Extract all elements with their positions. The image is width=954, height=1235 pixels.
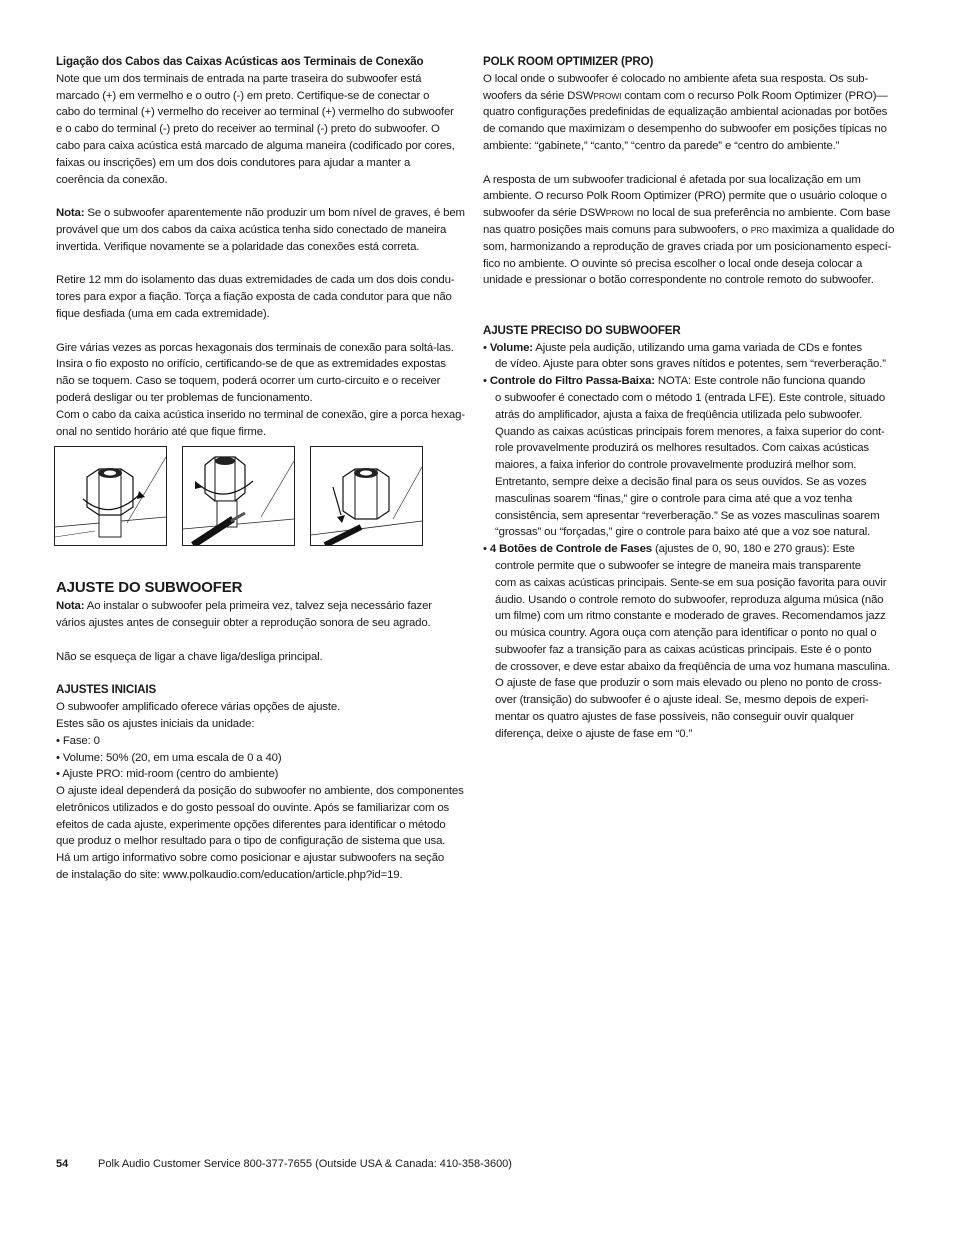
text-line: unidade e pressionar o botão correspondente no controle remoto do subwoofer.: [483, 274, 874, 287]
text-line: coerência da conexão.: [56, 173, 168, 186]
text-line: poderá desligar ou ter problemas de funcionamento.: [56, 391, 313, 404]
text-line: e o cabo do terminal (-) preto do receiver ao terminal (-) preto do subwoofer. O: [56, 123, 440, 136]
pro-heading: POLK ROOM OPTIMIZER (PRO): [483, 55, 654, 68]
text-line: onal no sentido horário até que fique firme.: [56, 425, 266, 438]
text-line: um filme) com um ritmo constante e moderado de graves. Recomendamos jazz: [495, 610, 886, 623]
wiring-heading: Ligação dos Cabos das Caixas Acústicas aos Terminais de Conexão: [56, 55, 424, 68]
wiring-paragraph: [56, 71, 472, 189]
text-line: ou música country. Agora ouça com atenção para identificar o ponto no qual o: [495, 627, 877, 640]
volume-bullet-cont: de vídeo. Ajuste para obter sons graves nítidos e potentes, sem “reverberação.”: [495, 358, 886, 371]
nut-paragraph: [56, 340, 472, 441]
text-line: • Ajuste PRO: mid-room (centro do ambiente): [56, 768, 279, 781]
left-column: [56, 54, 472, 884]
filter-bullet-cont: [483, 390, 899, 541]
text-line: atrás do amplificador, ajusta a faixa de freqüência utilizada pelo subwoofer.: [495, 408, 863, 421]
right-column: [483, 54, 899, 743]
text-line: não se toquem. Caso se toquem, poderá ocorrer um curto-circuito e o receiver: [56, 375, 441, 388]
text-line: consistência, sem apresentar “reverberação.” Se as vozes masculinas soarem: [495, 509, 880, 522]
text-line: Gire várias vezes as porcas hexagonais dos terminais de conexão para soltá-las.: [56, 341, 454, 354]
text-line: • Volume: 50% (20, em uma escala de 0 a 40): [56, 751, 282, 764]
response-line: subwoofer da série DSWPROWI no local de sua preferência no ambiente. Com base: [483, 207, 891, 220]
text-line: efeitos de cada ajuste, experimente opções diferentes para identificar o método: [56, 818, 446, 831]
text-line: fique desfiada (uma em cada extremidade).: [56, 307, 270, 320]
setup-note-label: Nota:: [56, 600, 85, 613]
text-line: subwoofer faz a transição para as caixas acústicas principais. Este é o ponto: [495, 643, 872, 656]
phase-bullet: • 4 Botões de Controle de Fases (ajustes de 0, 90, 180 e 270 graus): Este: [483, 543, 855, 556]
text-line: que produz o melhor resultado para o tipo de configuração de sistema que usa.: [56, 835, 446, 848]
text-line: tores para expor a fiação. Torça a fiação exposta de cada condutor para que não: [56, 291, 452, 304]
text-line: mentar os quatro ajustes de fase possíveis, não conseguir ouvir qualquer: [495, 711, 854, 724]
customer-service-text: Polk Audio Customer Service 800-377-7655 (Outside USA & Canada: 410-358-3600): [98, 1158, 512, 1170]
text-line: de instalação do site: www.polkaudio.com/education/article.php?id=19.: [56, 869, 403, 882]
text-line: Note que um dos terminais de entrada na parte traseira do subwoofer está: [56, 72, 422, 85]
terminal-loosen-figure: [54, 446, 167, 546]
text-line: marcado (+) em vermelho e o outro (-) em preto. Certifique-se de conectar o: [56, 89, 430, 102]
text-line: som, harmonizando a reprodução de graves criada por um posicionamento especí-: [483, 240, 892, 253]
text-line: cabo do terminal (+) vermelho do receiver ao terminal (+) vermelho do subwoofer: [56, 106, 454, 119]
text-line: Retire 12 mm do isolamento das duas extremidades de cada um dos dois condu-: [56, 274, 455, 287]
pro-paragraph: [483, 104, 899, 154]
response-line: nas quatro posições mais comuns para subwoofers, o PRO maximiza a qualidade do: [483, 223, 895, 236]
text-line: Estes são os ajustes iniciais da unidade:: [56, 717, 255, 730]
text-line: masculinas soarem “finas,” gire o controle para cima até que a voz tenha: [495, 492, 853, 505]
setup-note-cont: vários ajustes antes de conseguir obter a reprodução sonora de seu agrado.: [56, 617, 431, 630]
text-line: Quando as caixas acústicas principais forem menores, a faixa superior do cont-: [495, 425, 885, 438]
power-switch-text: Não se esqueça de ligar a chave liga/desliga principal.: [56, 650, 323, 663]
terminal-tighten-figure: [310, 446, 423, 546]
fine-tune-heading: AJUSTE PRECISO DO SUBWOOFER: [483, 323, 681, 337]
text-line: de crossover, e deve estar abaixo da freqüência de uma voz humana masculina.: [495, 660, 891, 673]
text-line: de comando que maximizam o desempenho do subwoofer em posições típicas no: [483, 123, 887, 136]
text-line: O ajuste de fase que produzir o som mais elevado ou pleno no ponto de cross-: [495, 677, 882, 690]
note-text: Se o subwoofer aparentemente não produzir um bom nível de graves, é bem: [84, 207, 465, 220]
phase-bullet-cont: [483, 558, 899, 743]
text-line: fico no ambiente. O ouvinte só precisa escolher o local onde deseja colocar a: [483, 257, 863, 270]
text-line: • Fase: 0: [56, 734, 100, 747]
response-line: ambiente. O recurso Polk Room Optimizer (PRO) permite que o usuário coloque o: [483, 190, 887, 203]
text-line: cabo para caixa acústica está marcado de alguma maneira (codificado por cores,: [56, 139, 455, 152]
text-line: ambiente: “gabinete,” “canto,” “centro da parede” e “centro do ambiente.”: [483, 139, 840, 152]
strip-paragraph: [56, 272, 472, 322]
text-line: quatro configurações predefinidas de equalização ambiental acionadas por botões: [483, 106, 888, 119]
text-line: diferença, deixe o ajuste de fase em “0.”: [495, 727, 693, 740]
text-line: role provavelmente produzirá os melhores resultados. Com caixas acústicas: [495, 442, 869, 455]
text-line: eletrônicos utilizados e do gosto pessoal do ouvinte. Após se familiarizar com os: [56, 801, 450, 814]
pro-line: O local onde o subwoofer é colocado no ambiente afeta sua resposta. Os sub-: [483, 72, 869, 85]
terminal-insert-figure: [182, 446, 295, 546]
initial-settings-heading: AJUSTES INICIAIS: [56, 683, 157, 697]
page-number: 54: [56, 1158, 69, 1170]
response-paragraph: [483, 239, 899, 289]
response-line: A resposta de um subwoofer tradicional é afetada por sua localização em um: [483, 173, 861, 186]
section-title: AJUSTE DO SUBWOOFER: [56, 579, 243, 597]
page-footer: [56, 1157, 512, 1171]
setup-note: [56, 598, 472, 615]
filter-bullet: • Controle do Filtro Passa-Baixa: NOTA: Este controle não funciona quando: [483, 375, 866, 388]
polarity-note: [56, 205, 472, 222]
text-line: maiores, a faixa inferior do controle provavelmente produzirá melhor som.: [495, 459, 857, 472]
terminal-figures: [54, 446, 472, 576]
text-line: provável que um dos cabos da caixa acústica tenha sido conectado de maneira: [56, 223, 447, 236]
text-line: “grossas” ou “forçadas,” gire o controle para baixo até que a voz soe natural.: [495, 526, 871, 539]
text-line: O ajuste ideal dependerá da posição do subwoofer no ambiente, dos componentes: [56, 785, 464, 798]
text-line: invertida. Verifique novamente se a polaridade das conexões está correta.: [56, 240, 420, 253]
setup-note-text: Ao instalar o subwoofer pela primeira vez, talvez seja necessário fazer: [84, 600, 432, 613]
text-line: com as caixas acústicas principais. Sente-se em sua posição favorita para ouvir: [495, 576, 887, 589]
text-line: O subwoofer amplificado oferece várias opções de ajuste.: [56, 701, 341, 714]
text-line: controle permite que o subwoofer se integre de maneira mais transparente: [495, 559, 861, 572]
pro-line: woofers da série DSWPROWI contam com o recurso Polk Room Optimizer (PRO)—: [483, 89, 888, 102]
polarity-note-cont: [56, 222, 472, 256]
note-label: Nota:: [56, 207, 85, 220]
text-line: Entretanto, sempre deixe a decisão final para os seus ouvidos. Se as vozes: [495, 475, 867, 488]
text-line: over (transição) do subwoofer é o ajuste ideal. Se, mesmo depois de experi-: [495, 694, 869, 707]
volume-bullet: • Volume: Ajuste pela audição, utilizando uma gama variada de CDs e fontes: [483, 341, 862, 354]
text-line: Há um artigo informativo sobre como posicionar e ajustar subwoofers na seção: [56, 852, 445, 865]
text-line: áudio. Usando o controle remoto do subwoofer, reproduza alguma música (não: [495, 593, 884, 606]
text-line: faixas ou inscrições) em um dos dois condutores para ajudar a manter a: [56, 156, 411, 169]
text-line: Com o cabo da caixa acústica inserido no terminal de conexão, gire a porca hexag-: [56, 408, 465, 421]
text-line: o subwoofer é conectado com o método 1 (entrada LFE). Este controle, situado: [495, 391, 886, 404]
initial-settings-text: [56, 699, 472, 884]
text-line: Insira o fio exposto no orifício, certificando-se de que as extremidades expostas: [56, 358, 446, 371]
